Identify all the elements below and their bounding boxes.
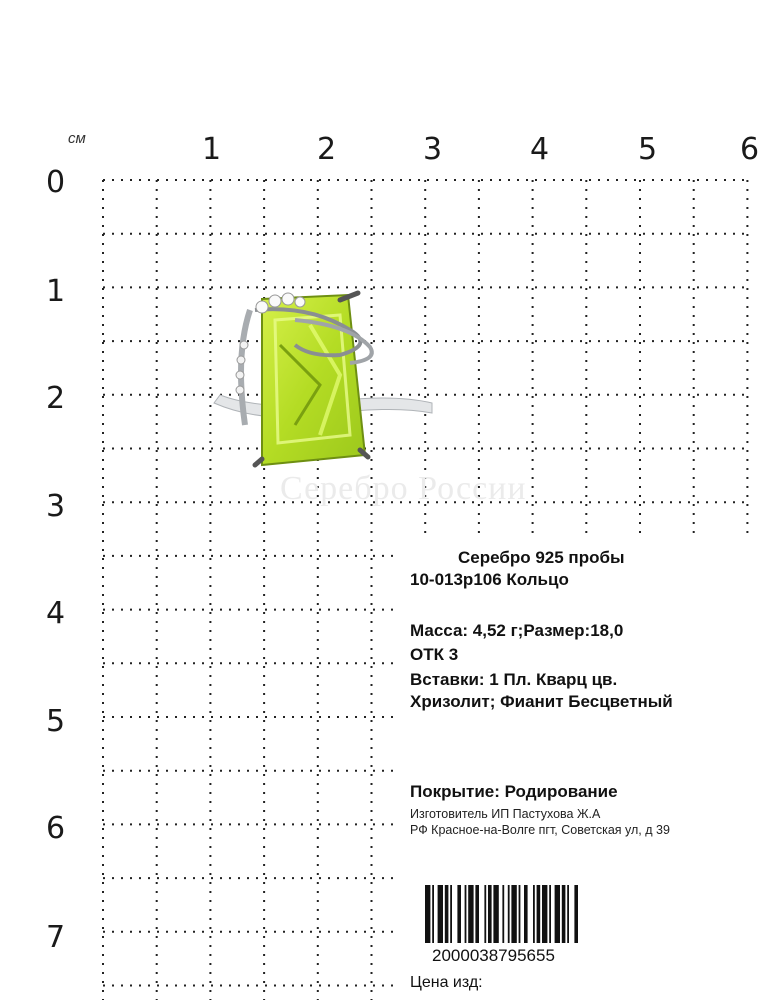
barcode-bar (524, 885, 528, 943)
ruler-x-1: 1 (202, 132, 222, 167)
product-title: Серебро 925 пробы (458, 548, 625, 567)
ring-image (200, 285, 440, 480)
ruler-x-5: 5 (638, 132, 658, 167)
ruler-y-1: 1 (46, 274, 66, 309)
product-manufacturer: Изготовитель ИП Пастухова Ж.А (410, 807, 601, 821)
ruler-x-6: 6 (740, 132, 759, 167)
ruler-unit-label: см (68, 130, 86, 147)
product-otk: ОТК 3 (410, 645, 459, 664)
barcode-bar (508, 885, 510, 943)
barcode-bar (533, 885, 535, 943)
barcode-bar (465, 885, 467, 943)
barcode-bar (537, 885, 541, 943)
product-mass-size: Масса: 4,52 г;Размер:18,0 (410, 621, 624, 640)
ruler-y-3: 3 (46, 489, 66, 524)
barcode-bar (555, 885, 560, 943)
watermark-logo: Серебро России (280, 470, 527, 507)
product-inserts-line1: Вставки: 1 Пл. Кварц цв. (410, 670, 618, 689)
barcode-bar (445, 885, 449, 943)
barcode-bar (542, 885, 547, 943)
ruler-y-7: 7 (46, 920, 66, 955)
product-coating: Покрытие: Родирование (410, 782, 618, 801)
ruler-x-2: 2 (317, 132, 337, 167)
ruler-y-6: 6 (46, 811, 66, 846)
barcode-bar (502, 885, 504, 943)
barcode-bar (475, 885, 479, 943)
barcode-bar (519, 885, 521, 943)
barcode-bar (488, 885, 492, 943)
barcode-bar (511, 885, 516, 943)
barcode-bar (425, 885, 430, 943)
product-article: 10-013р106 Кольцо (410, 570, 569, 589)
price-label: Цена изд: (410, 974, 483, 991)
barcode-bar (450, 885, 452, 943)
barcode-bar (468, 885, 473, 943)
barcode (425, 885, 690, 943)
barcode-bar (432, 885, 434, 943)
barcode-bar (484, 885, 486, 943)
barcode-bar (438, 885, 443, 943)
ruler-y-2: 2 (46, 381, 66, 416)
product-address: РФ Красное-на-Волге пгт, Советская ул, д 39 (410, 823, 670, 837)
barcode-number: 2000038795655 (432, 946, 555, 965)
barcode-bar (549, 885, 551, 943)
ruler-x-3: 3 (423, 132, 443, 167)
ruler-y-5: 5 (46, 704, 66, 739)
barcode-bar (574, 885, 578, 943)
ruler-y-0: 0 (46, 165, 66, 200)
barcode-bar (493, 885, 498, 943)
barcode-bar (567, 885, 569, 943)
ruler-y-4: 4 (46, 596, 66, 631)
barcode-bar (562, 885, 566, 943)
product-inserts-line2: Хризолит; Фианит Бесцветный (410, 692, 673, 711)
ruler-x-4: 4 (530, 132, 550, 167)
barcode-bar (457, 885, 461, 943)
